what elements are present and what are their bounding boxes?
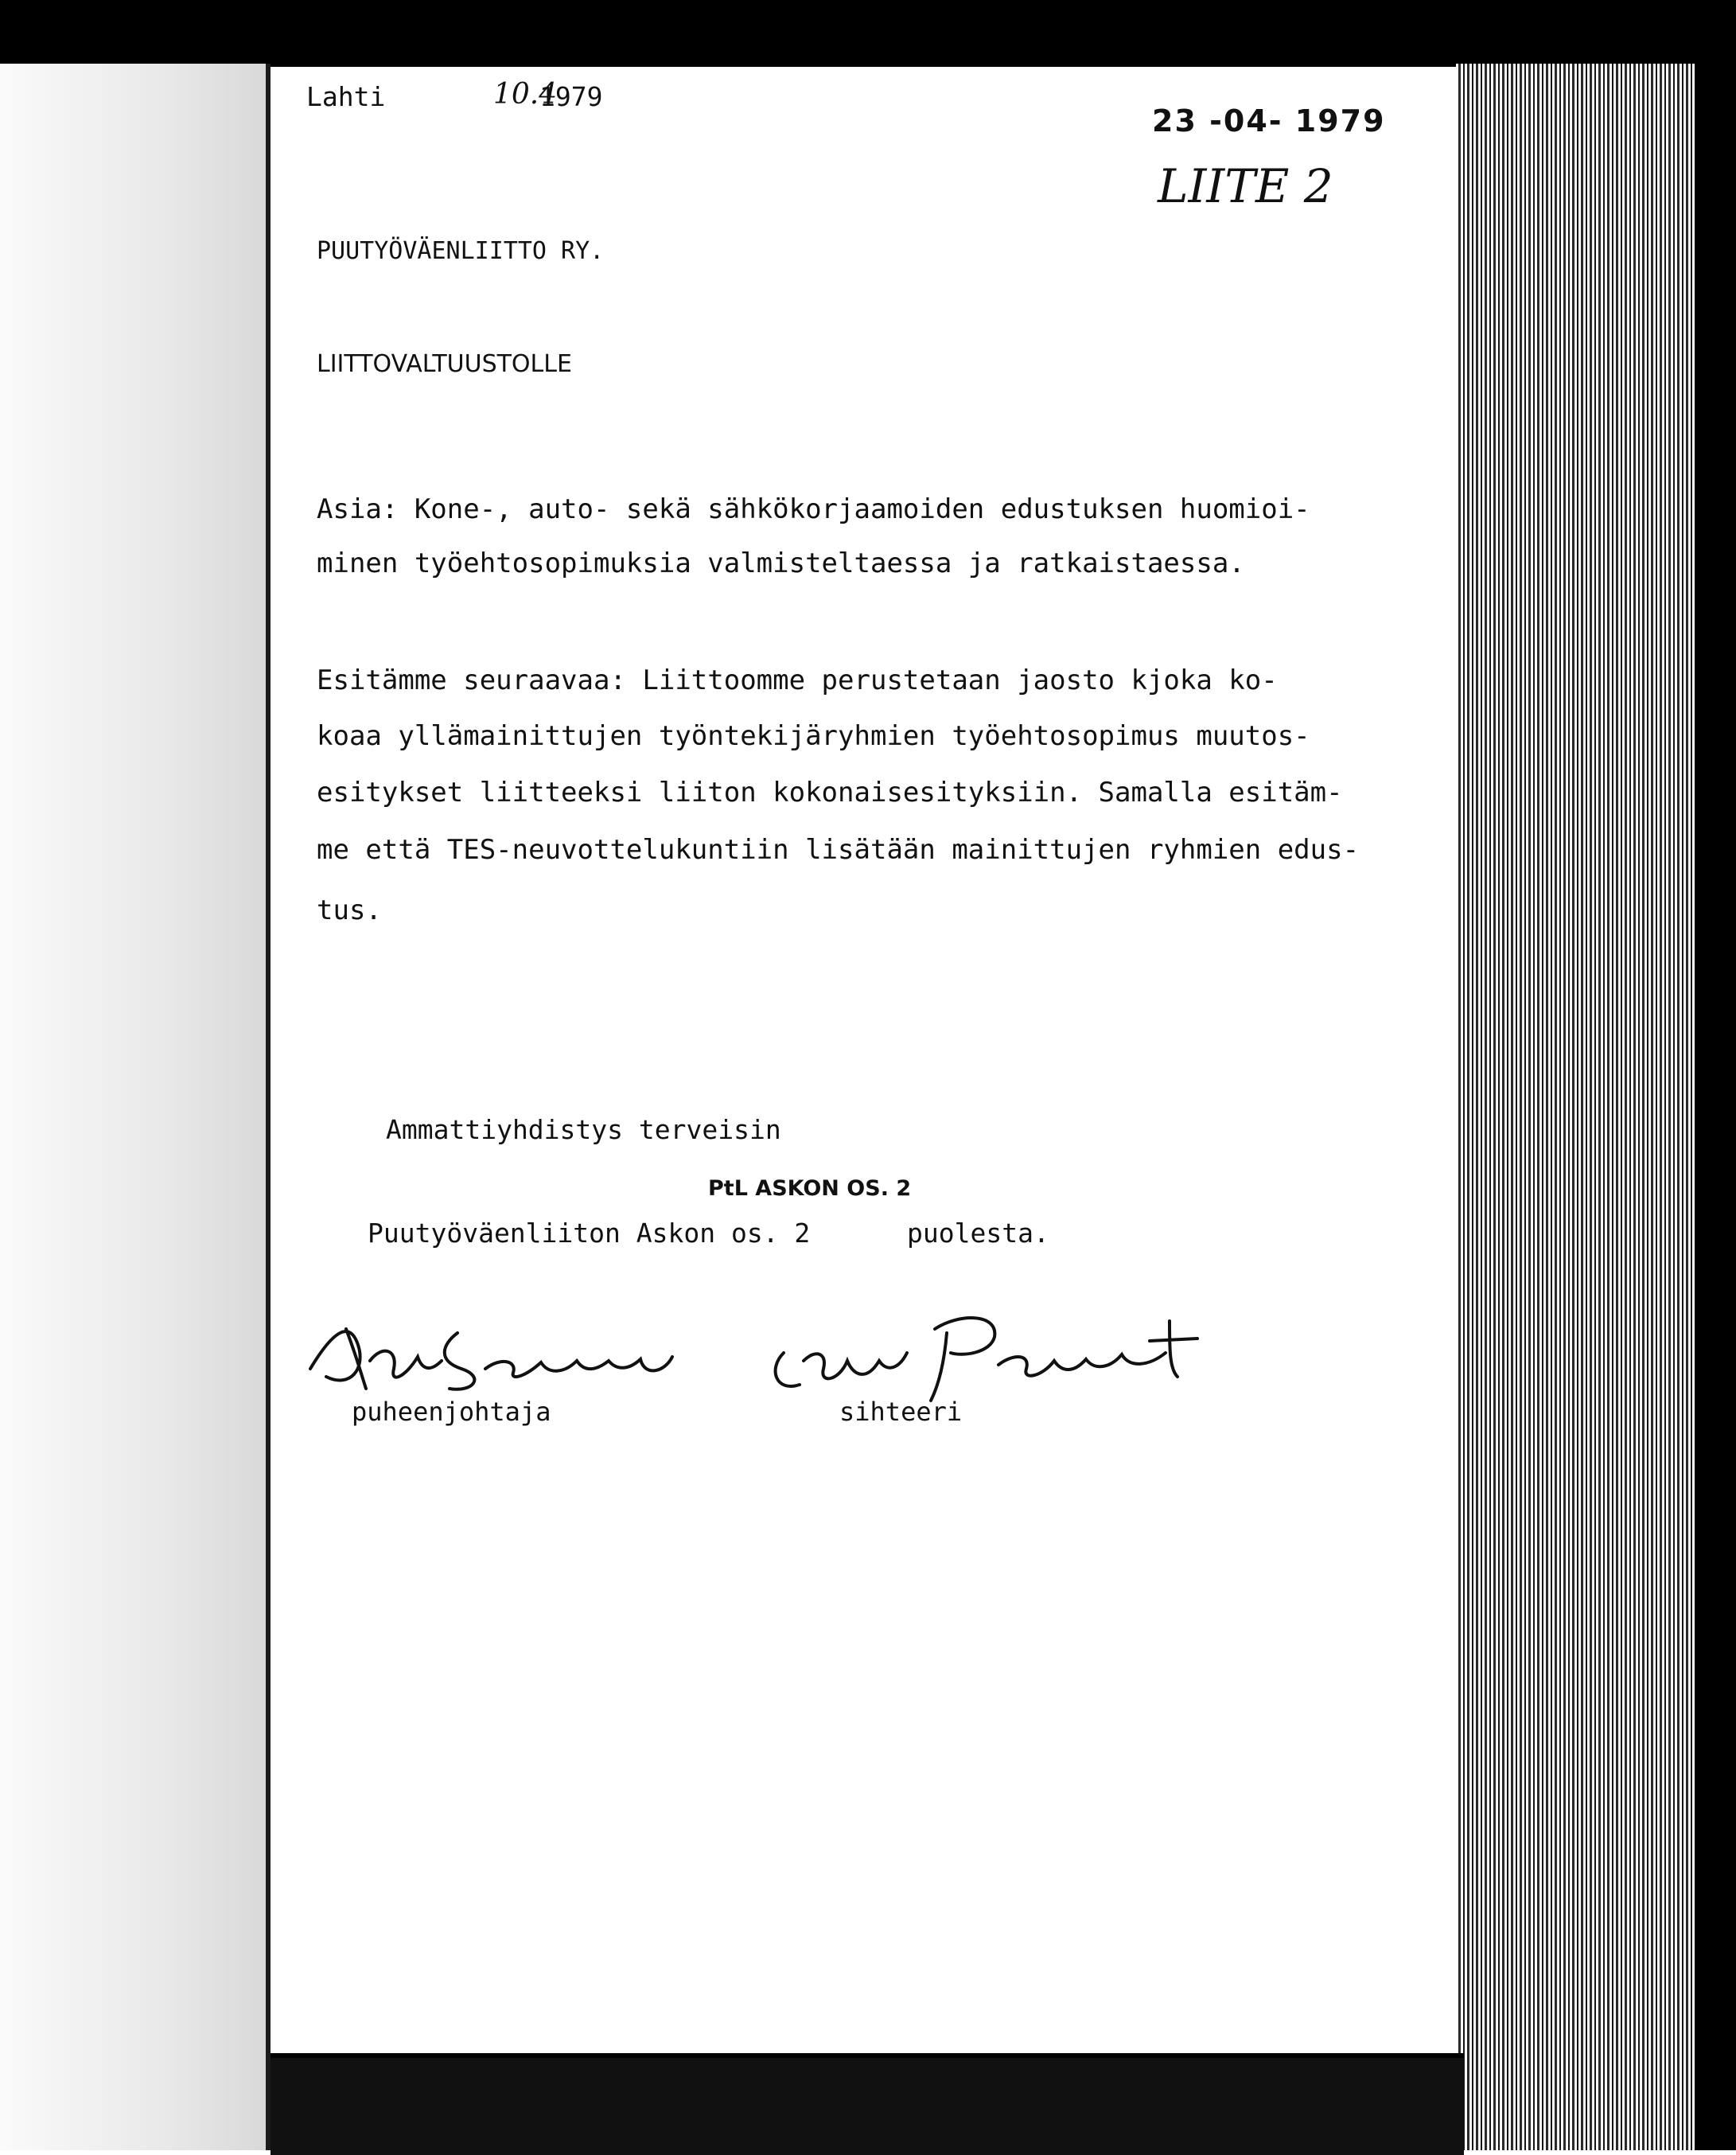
chairman-signature <box>302 1313 684 1401</box>
letter-year: 1979 <box>539 81 603 112</box>
body-line: Esitämme seuraavaa: Liittoomme perustetaan jaosto kjoka ko- <box>317 664 1278 696</box>
body-line: tus. <box>317 894 382 926</box>
secretary-signature <box>768 1305 1213 1409</box>
recipient-line: LIITTOVALTUUSTOLLE <box>317 350 572 378</box>
subject-line: minen työehtosopimuksia valmisteltaessa ja ratkaistaessa. <box>317 548 1245 579</box>
sender-organization: PUUTYÖVÄENLIITTO RY. <box>317 237 605 265</box>
letter-date: 10.4 <box>493 78 558 111</box>
closing-greeting: Ammattiyhdistys terveisin <box>386 1114 781 1145</box>
secretary-role-label: sihteeri <box>839 1397 963 1427</box>
body-line: esitykset liitteeksi liiton kokonaisesityksiin. Samalla esitäm- <box>317 777 1343 809</box>
chairman-role-label: puheenjohtaja <box>352 1397 551 1427</box>
body-line: me että TES-neuvottelukuntiin lisätään mainittujen ryhmien edus- <box>317 834 1360 866</box>
bleed-through-text <box>32 1138 239 1934</box>
scan-top-border <box>0 0 1736 70</box>
adjacent-page-edge <box>0 64 271 2150</box>
page-stack-edge <box>1456 64 1736 2150</box>
scan-bottom-border <box>271 2053 1464 2155</box>
letter-place: Lahti <box>306 81 386 112</box>
annex-handwritten-note: LIITE 2 <box>1158 159 1333 213</box>
body-line: koaa yllämainittujen työntekijäryhmien työehtosopimus muutos- <box>317 720 1310 752</box>
behalf-organization: Puutyöväenliiton Askon os. 2 <box>368 1218 811 1249</box>
branch-stamp: PtL ASKON OS. 2 <box>708 1176 912 1201</box>
behalf-word: puolesta. <box>907 1218 1049 1249</box>
subject-line: Asia: Kone-, auto- sekä sähkökorjaamoiden edustuksen huomioi- <box>317 493 1310 525</box>
received-date-stamp: 23 -04- 1979 <box>1152 103 1386 138</box>
